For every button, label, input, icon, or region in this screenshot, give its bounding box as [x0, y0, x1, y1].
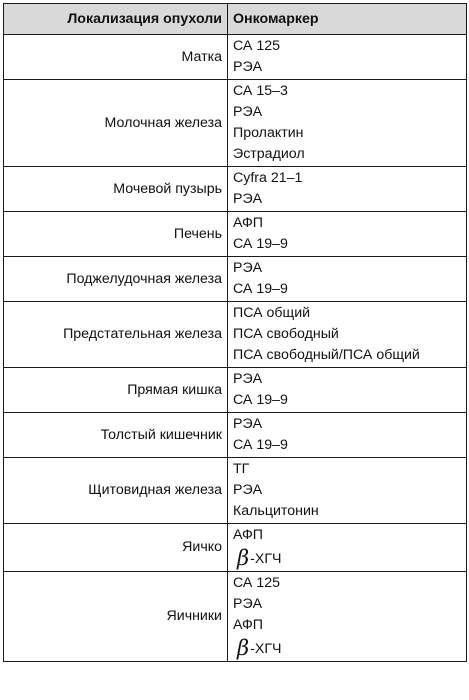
- table-row: [4, 524, 467, 572]
- marker-cell: [228, 368, 467, 413]
- table-row: [4, 257, 467, 302]
- marker-item: ТГ: [233, 461, 250, 477]
- tumor-site-cell: Поджелудочная железа: [4, 257, 228, 302]
- marker-item: ПСА свободный: [233, 326, 339, 342]
- tumor-site-cell: Предстательная железа: [4, 302, 228, 368]
- marker-item: Кальцитонин: [233, 503, 319, 519]
- header-tumor-site: Локализация опухоли: [4, 4, 228, 35]
- marker-item: Пролактин: [233, 125, 304, 141]
- tumor-site-cell: Щитовидная железа: [4, 458, 228, 524]
- marker-cell: [228, 80, 467, 167]
- marker-item: β-ХГЧ: [237, 546, 282, 570]
- marker-item: АФП: [233, 527, 263, 543]
- marker-cell: [228, 167, 467, 212]
- tumor-markers-table: [3, 3, 467, 662]
- marker-cell: [228, 524, 467, 572]
- table-row: [4, 35, 467, 80]
- marker-item: СА 19–9: [233, 281, 288, 297]
- marker-item: РЭА: [233, 260, 263, 276]
- marker-item: СА 15–3: [233, 83, 288, 99]
- header-marker: Онкомаркер: [228, 4, 467, 35]
- tumor-site-cell: Прямая кишка: [4, 368, 228, 413]
- marker-cell: [228, 257, 467, 302]
- table-row: [4, 572, 467, 662]
- marker-item: РЭА: [233, 191, 263, 207]
- marker-item: АФП: [233, 617, 263, 633]
- table-row: [4, 167, 467, 212]
- marker-cell: [228, 572, 467, 662]
- table-row: [4, 302, 467, 368]
- table-row: [4, 80, 467, 167]
- marker-item: РЭА: [233, 104, 263, 120]
- table-body: [4, 35, 467, 662]
- marker-item: ПСА свободный/ПСА общий: [233, 347, 420, 363]
- marker-item: ПСА общий: [233, 305, 311, 321]
- marker-item: РЭА: [233, 59, 263, 75]
- marker-item: Эстрадиол: [233, 146, 305, 162]
- tumor-site-cell: Мочевой пузырь: [4, 167, 228, 212]
- marker-cell: [228, 302, 467, 368]
- table-row: [4, 458, 467, 524]
- marker-item: РЭА: [233, 596, 263, 612]
- tumor-site-cell: Матка: [4, 35, 228, 80]
- marker-item: Cyfra 21–1: [233, 170, 303, 186]
- marker-item: РЭА: [233, 482, 263, 498]
- table-row: [4, 368, 467, 413]
- marker-cell: [228, 35, 467, 80]
- tumor-site-cell: Молочная железа: [4, 80, 228, 167]
- marker-cell: [228, 413, 467, 458]
- marker-item: СА 19–9: [233, 236, 288, 252]
- marker-item: СА 125: [233, 38, 281, 54]
- tumor-site-cell: Яичко: [4, 524, 228, 572]
- marker-item: СА 19–9: [233, 392, 288, 408]
- marker-item: β-ХГЧ: [237, 636, 282, 660]
- table-row: [4, 413, 467, 458]
- marker-item: РЭА: [233, 416, 263, 432]
- marker-item: СА 19–9: [233, 437, 288, 453]
- tumor-site-cell: Яичники: [4, 572, 228, 662]
- marker-item: АФП: [233, 215, 263, 231]
- table-header-row: [4, 4, 467, 35]
- table-row: [4, 212, 467, 257]
- marker-item: РЭА: [233, 371, 263, 387]
- tumor-site-cell: Печень: [4, 212, 228, 257]
- tumor-site-cell: Толстый кишечник: [4, 413, 228, 458]
- marker-cell: [228, 212, 467, 257]
- marker-item: СА 125: [233, 575, 281, 591]
- marker-cell: [228, 458, 467, 524]
